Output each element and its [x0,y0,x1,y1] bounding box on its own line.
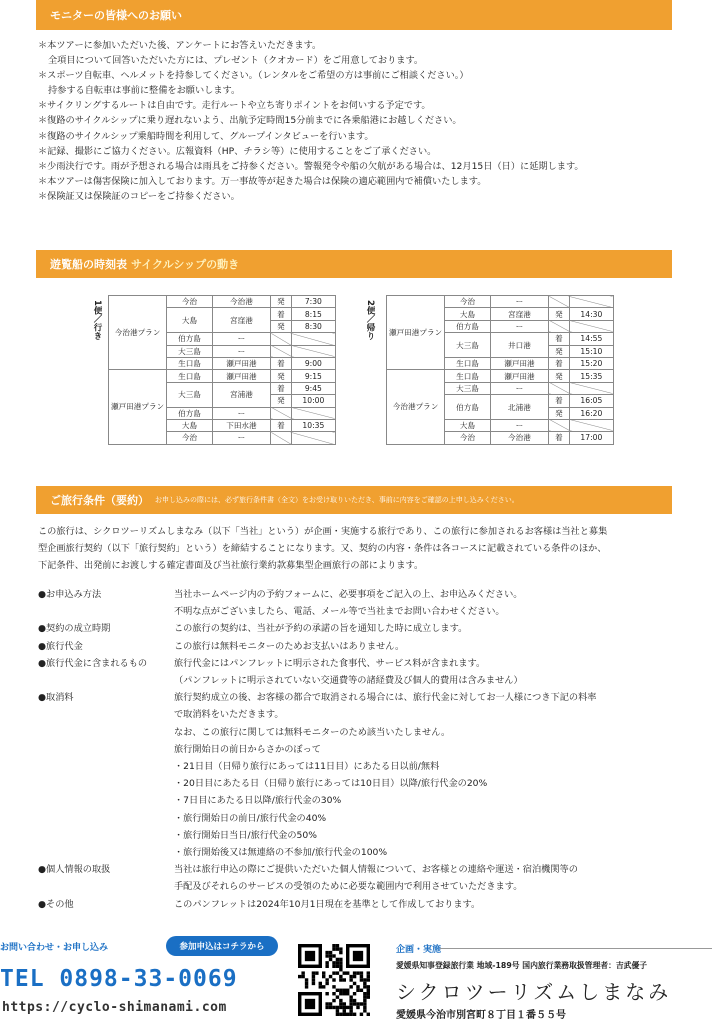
condition-value: この旅行は無料モニターのためお支払いはありません。 [174,640,405,652]
island-cell: 今治 [445,296,491,308]
status-cell: 発 [549,370,570,382]
island-cell: 生口島 [167,357,213,369]
time-cell: 7:30 [291,296,335,308]
license-text: 愛媛県知事登録旅行業 地域-189号 国内旅行業務取扱管理者：吉武優子 [396,961,648,970]
island-cell: 大島 [445,308,491,320]
phone-number[interactable]: TEL 0898-33-0069 [0,966,238,992]
time-cell [291,345,335,357]
island-cell: 大三島 [445,333,491,358]
status-cell: 着 [271,382,292,394]
conditions-list [38,586,678,913]
timetable-row [109,370,336,382]
condition-row [38,861,678,878]
condition-label [38,844,174,861]
timetable-heading-bar [36,250,672,278]
note-line: ＊少雨決行です。雨が予想される場合は雨具をご持参ください。警報発令や船の欠航がある場合は、12月15日（日）に延期します。 [38,160,584,172]
condition-label [38,672,174,689]
port-cell: 今治港 [212,296,270,308]
condition-value: ・旅行開始日当日/旅行代金の50% [174,829,317,841]
condition-label: ●取消料 [38,692,74,704]
condition-label: ●個人情報の取扱 [38,864,111,876]
status-cell [271,333,292,345]
intro-line: この旅行は、シクロツーリズムしまなみ（以下「当社」という）が企画・実施する旅行であり、この旅行に参加されるお客様は当社と募集 [38,526,608,537]
port-cell: 北浦港 [490,395,548,420]
note-line: ＊本ツアーに参加いただいた後、アンケートにお答えいただきます。 [38,40,322,51]
condition-value: 手配及びそれらのサービスの受領のために必要な範囲内で利用させていただきます。 [174,881,523,893]
port-cell: 瀬戸田港 [212,370,270,382]
island-cell: 生口島 [445,370,491,382]
note-line: ＊スポーツ自転車、ヘルメットを持参してください。（レンタルをご希望の方は事前にご相談ください。） [38,70,469,82]
condition-row [38,655,678,672]
timetable-row [387,296,614,308]
contact-label: お問い合わせ・お申し込み [0,943,109,953]
island-cell: 大三島 [167,382,213,407]
port-cell: ー [212,345,270,357]
note-line: ＊復路のサイクルシップ乗船時間を利用して、グループインタビューを行います。 [38,130,374,142]
note-line: ＊本ツアーは傷害保険に加入しております。万一事故等が起きた場合は保険の適応範囲内で補償いたします。 [38,175,487,187]
port-cell: ー [490,419,548,431]
condition-label [38,878,174,895]
port-cell: 瀬戸田港 [490,370,548,382]
island-cell: 伯方島 [445,320,491,332]
condition-label [38,775,174,792]
condition-value: ・7日目にあたる日以降/旅行代金の30% [174,795,342,807]
time-cell: 15:35 [569,370,613,382]
return-label: 2便／帰り [365,300,375,340]
status-cell: 着 [271,308,292,320]
note-line: ＊記録、撮影にご協力ください。広報資料（HP、チラシ等）に使用することをご了承ください。 [38,145,437,157]
condition-value: なお、この旅行に関しては無料モニターのため該当いたしません。 [174,726,451,738]
divider [440,948,712,949]
status-cell [271,345,292,357]
island-cell: 生口島 [167,370,213,382]
note-line: 全項目について回答いただいた方には、プレゼント（クオカード）をご用意しております。 [48,55,424,67]
condition-value: 当社ホームページ内の予約フォームに、必要事項をご記入の上、お申込みください。 [174,589,523,600]
time-cell [291,333,335,345]
condition-row [38,724,678,741]
port-cell: 今治港 [490,432,548,444]
port-cell: ー [490,320,548,332]
port-cell: 瀬戸田港 [490,357,548,369]
status-cell: 着 [271,419,292,431]
plan-cell: 今治港プラン [109,296,167,370]
condition-row [38,620,678,637]
island-cell: 今治 [167,432,213,444]
time-cell: 16:20 [569,407,613,419]
condition-value: ・旅行開始日の前日/旅行代金の40% [174,812,327,824]
time-cell: 15:10 [569,345,613,357]
plan-cell: 瀬戸田港プラン [387,296,445,370]
note-line: ＊サイクリングするルートは自由です。走行ルートや立ち寄りポイントをお伺いする予定です。 [38,100,431,112]
footer [0,930,713,1024]
monitor-heading: モニターの皆様へのお願い [50,9,182,22]
note-line: ＊保険証又は保険証のコピーをご持参ください。 [38,190,240,202]
conditions-note: お申し込みの際には、必ず旅行条件書（全文）をお受け取りいただき、事前に内容をご確認の上申し込みください。 [155,496,519,504]
condition-label: ●お申込み方法 [38,589,102,600]
condition-row [38,810,678,827]
condition-row [38,586,678,603]
time-cell: 14:30 [569,308,613,320]
condition-value: ・21日目（日帰り旅行にあっては11日目）にあたる日以前/無料 [174,761,440,773]
condition-label [38,706,174,723]
port-cell: 宮窪港 [212,308,270,333]
condition-value: 当社は旅行申込の際にご提供いただいた個人情報について、お客様との連絡や運送・宿泊機関等の [174,864,578,876]
island-cell: 大三島 [445,382,491,394]
port-cell: 宮浦港 [212,382,270,407]
island-cell: 大島 [167,419,213,431]
condition-label [38,603,174,620]
time-cell [569,296,613,308]
timetable-row [109,296,336,308]
outbound-label: 1便／行き [92,300,102,340]
conditions-intro [38,523,678,574]
condition-value: （パンフレットに明示されていない交通費等の諸経費及び個人的費用は含みません） [174,675,523,687]
condition-row [38,672,678,689]
status-cell: 発 [271,296,292,308]
apply-pill-button[interactable]: 参加申込はコチラから [166,936,278,956]
port-cell: ー [490,382,548,394]
condition-label: ●その他 [38,898,74,910]
port-cell: 下田水港 [212,419,270,431]
status-cell: 着 [549,333,570,345]
condition-value: 不明な点がございましたら、電話、メール等で当社までお問い合わせください。 [174,606,505,618]
monitor-notes [38,38,678,204]
status-cell: 着 [549,432,570,444]
plan-cell: 今治港プラン [387,370,445,444]
intro-line: 下記条件、出発前にお渡しする確定書面及び当社旅行業約款募集型企画旅行の部によります。 [38,560,424,571]
status-cell: 発 [549,308,570,320]
status-cell [549,320,570,332]
status-cell: 発 [271,320,292,332]
island-cell: 伯方島 [445,395,491,420]
status-cell: 着 [549,357,570,369]
time-cell: 8:15 [291,308,335,320]
condition-label: ●契約の成立時期 [38,623,111,635]
note-line: ＊復路のサイクルシップに乗り遅れないよう、出航予定時間15分前までに各乗船港にお越しください。 [38,115,462,127]
time-cell: 9:00 [291,357,335,369]
condition-row [38,792,678,809]
island-cell: 今治 [167,296,213,308]
port-cell: ー [212,333,270,345]
condition-value: 旅行開始日の前日からさかのぼって [174,743,321,755]
company-logo: シクロツーリズムしまなみ [396,980,672,1004]
island-cell: 生口島 [445,357,491,369]
condition-row [38,706,678,723]
condition-label [38,810,174,827]
condition-row [38,878,678,895]
condition-label: ●旅行代金 [38,640,83,652]
plan-cell: 瀬戸田港プラン [109,370,167,444]
condition-row [38,844,678,861]
condition-value: ・20日目にあたる日（日帰り旅行にあっては10日目）以降/旅行代金の20% [174,778,488,790]
time-cell: 9:45 [291,382,335,394]
condition-value: この旅行の契約は、当社が予約の承諾の旨を通知した時に成立します。 [174,623,468,635]
port-cell: 宮窪港 [490,308,548,320]
island-cell: 今治 [445,432,491,444]
status-cell: 着 [271,357,292,369]
condition-row [38,638,678,655]
condition-row [38,603,678,620]
island-cell: 大三島 [167,345,213,357]
return-timetable [386,295,614,445]
time-cell: 10:00 [291,395,335,407]
status-cell [549,296,570,308]
status-cell [549,419,570,431]
time-cell: 16:05 [569,395,613,407]
port-cell: ー [490,296,548,308]
island-cell: 大島 [167,308,213,333]
timetable-subheading: サイクルシップの動き [131,258,240,271]
time-cell [291,407,335,419]
condition-row [38,758,678,775]
status-cell [271,432,292,444]
condition-value: で取消料をいただきます。 [174,709,284,721]
condition-label [38,792,174,809]
time-cell: 9:15 [291,370,335,382]
status-cell: 発 [271,370,292,382]
qr-code-icon[interactable] [298,944,370,1016]
island-cell: 伯方島 [167,333,213,345]
status-cell: 発 [271,395,292,407]
time-cell: 10:35 [291,419,335,431]
outbound-timetable [108,295,336,445]
timetable-heading: 遊覧船の時刻表 [50,258,127,271]
port-cell: 瀬戸田港 [212,357,270,369]
island-cell: 大島 [445,419,491,431]
conditions-heading: ご旅行条件（要約） [50,494,149,507]
note-line: 持参する自転車は事前に整備をお願いします。 [48,85,241,97]
status-cell: 発 [549,407,570,419]
condition-label [38,741,174,758]
condition-label [38,758,174,775]
port-cell: ー [212,407,270,419]
condition-value: ・旅行開始後又は無連絡の不参加/旅行代金の100% [174,847,388,859]
status-cell: 発 [549,345,570,357]
condition-label [38,724,174,741]
timetable-row [387,370,614,382]
condition-value: 旅行代金にはパンフレットに明示された食事代、サービス料が含まれます。 [174,657,486,669]
monitor-heading-bar [36,0,672,30]
condition-value: 旅行契約成立の後、お客様の都合で取消される場合には、旅行代金に対してお一人様につき下記の料率 [174,692,597,704]
conditions-heading-bar [36,486,672,514]
company-address: 愛媛県今治市別宮町８丁目１番５５号 [396,1010,566,1021]
time-cell [291,432,335,444]
condition-value: このパンフレットは2024年10月1日現在を基準として作成しております。 [174,898,481,910]
condition-label: ●旅行代金に含まれるもの [38,657,148,669]
time-cell: 8:30 [291,320,335,332]
condition-row [38,896,678,913]
time-cell: 14:55 [569,333,613,345]
time-cell [569,382,613,394]
status-cell [271,407,292,419]
time-cell [569,320,613,332]
time-cell: 15:20 [569,357,613,369]
port-cell: ー [212,432,270,444]
port-cell: 井口港 [490,333,548,358]
island-cell: 伯方島 [167,407,213,419]
status-cell [549,382,570,394]
status-cell: 着 [549,395,570,407]
condition-row [38,741,678,758]
condition-label [38,827,174,844]
intro-line: 型企画旅行契約（以下「旅行契約」という）を締結することになります。又、契約の内容・条件は各コースに記載されている条件のほか、 [38,543,607,554]
condition-row [38,775,678,792]
condition-row [38,827,678,844]
website-link[interactable]: https://cyclo-shimanami.com [2,1000,227,1015]
condition-row [38,689,678,706]
time-cell: 17:00 [569,432,613,444]
org-label: 企画・実施 [396,945,442,955]
time-cell [569,419,613,431]
